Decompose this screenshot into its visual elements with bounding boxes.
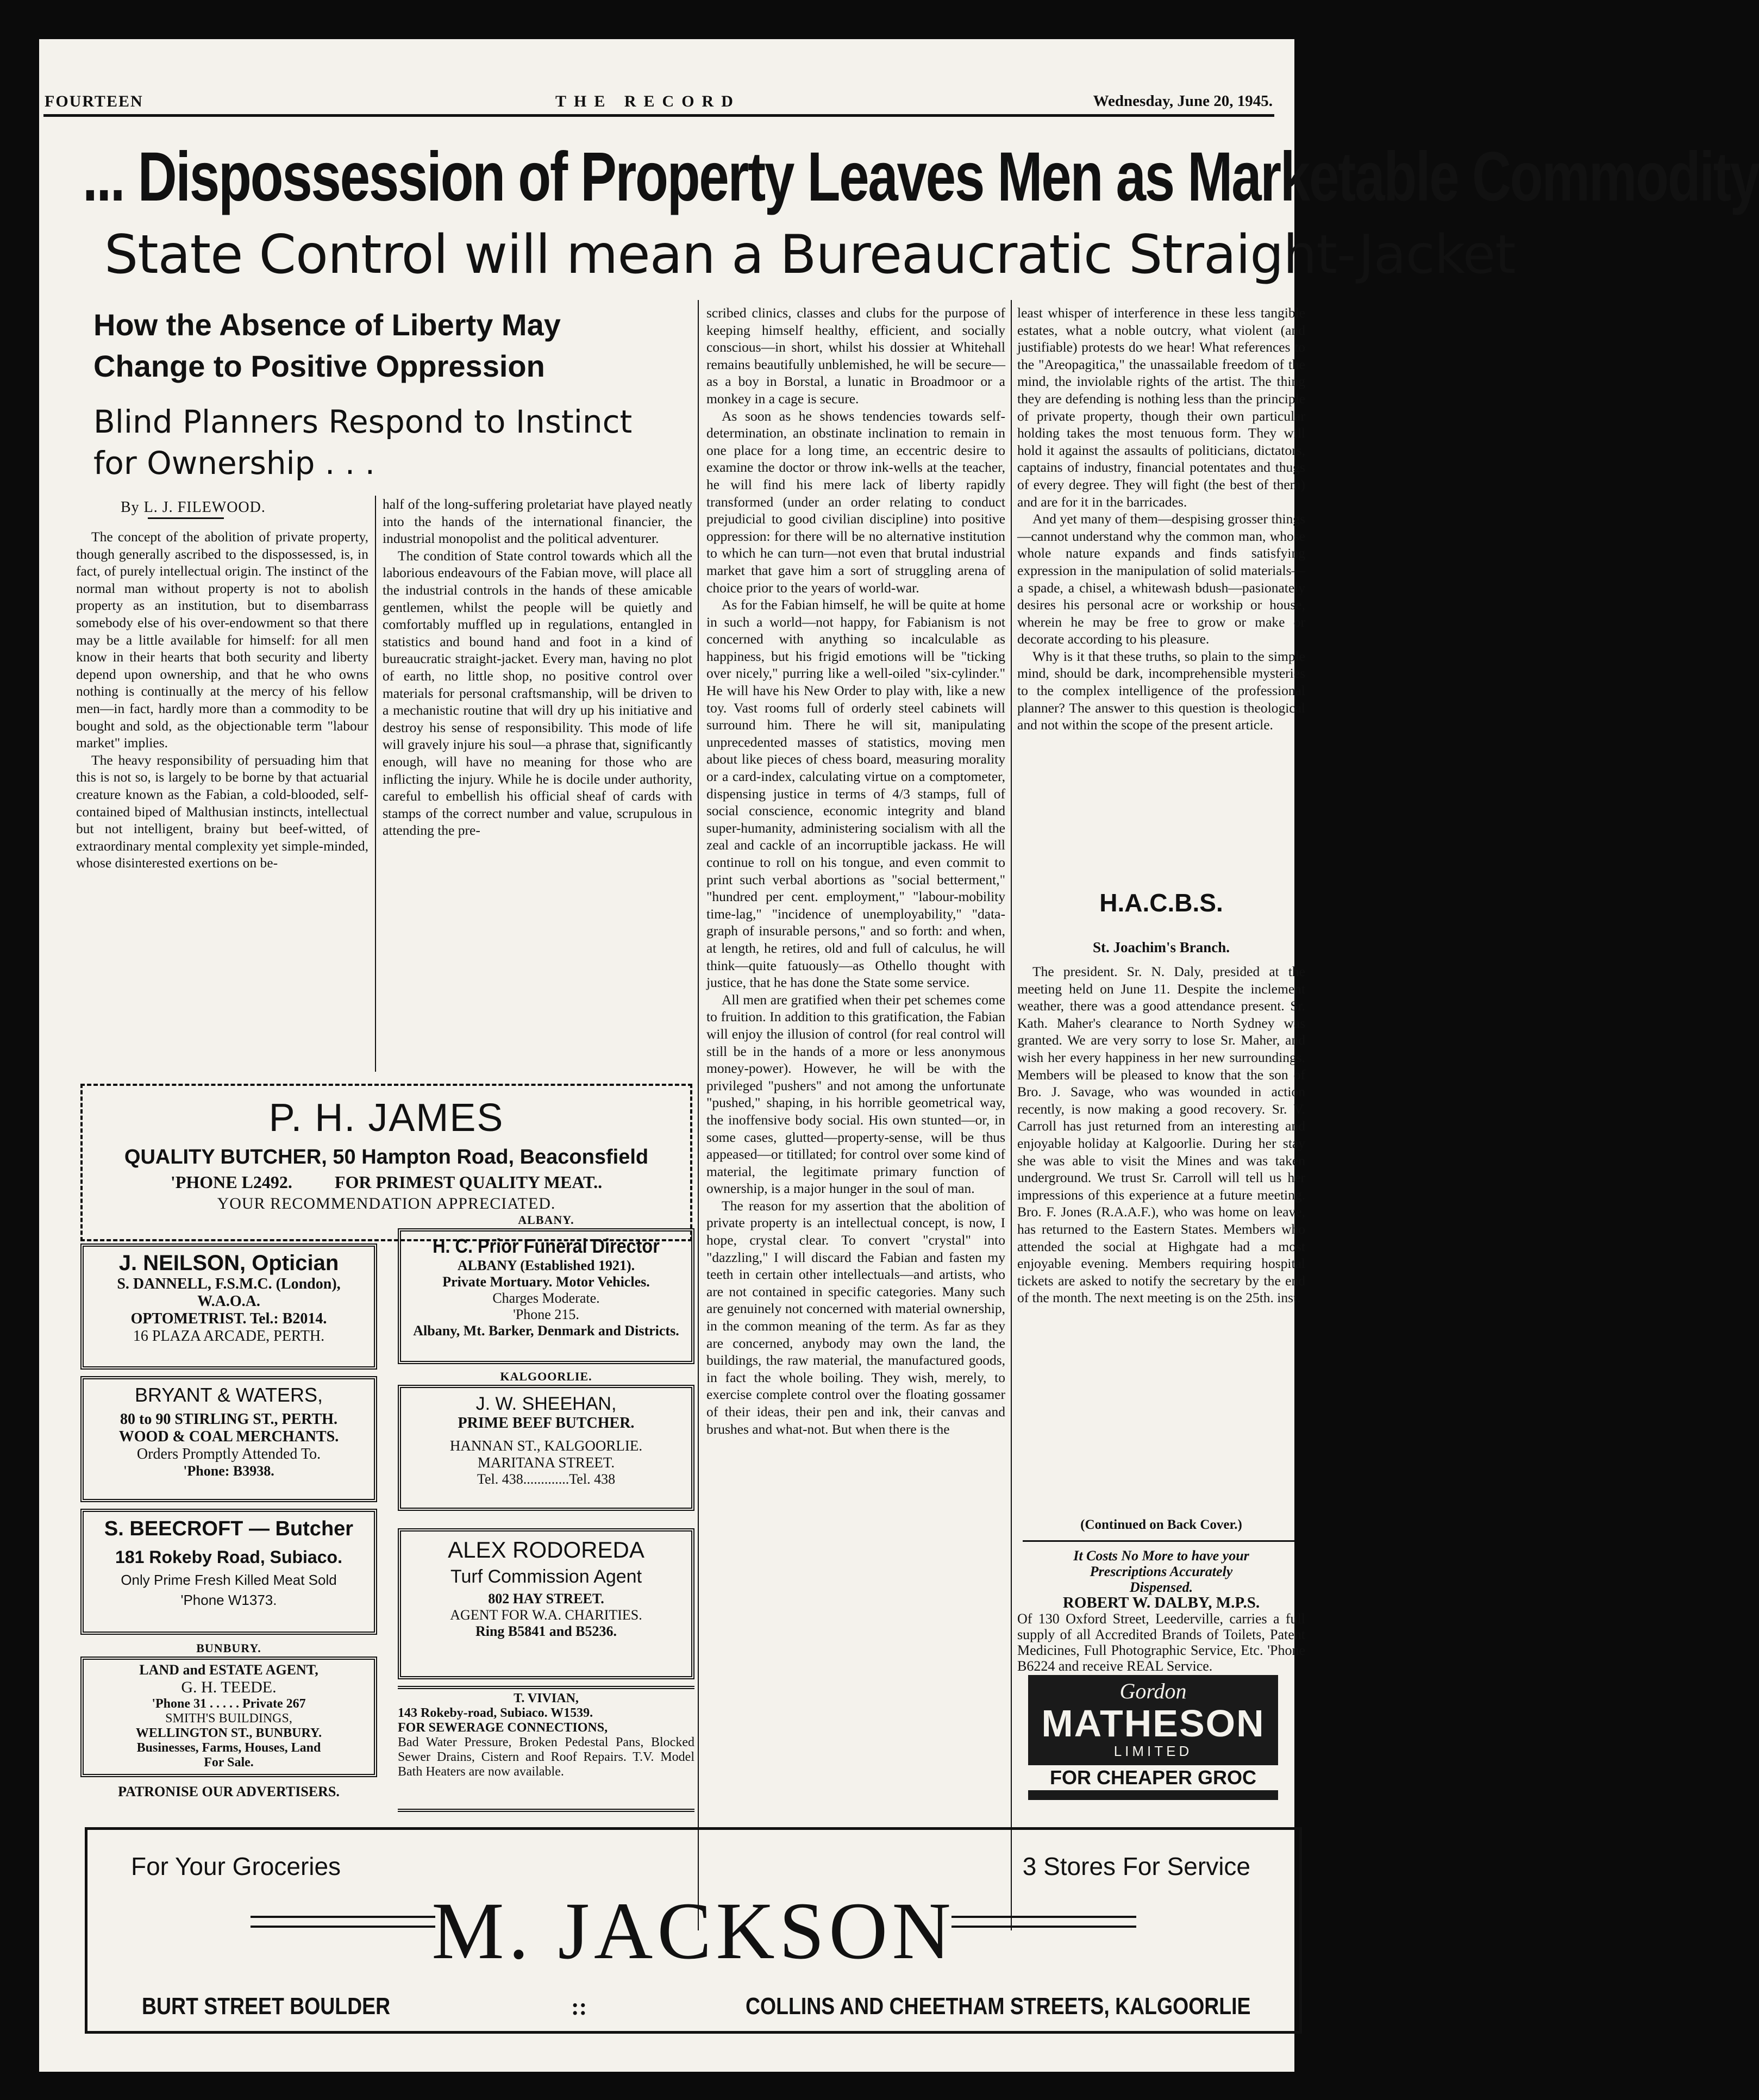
ad-line: For Sale. [204,1755,254,1770]
bryant-waters-ad [80,1376,377,1502]
ad-line: MARITANA STREET. [477,1454,615,1471]
ad-line: Orders Promptly Attended To. [136,1446,321,1462]
ad-line: 'Phone 215. [513,1307,579,1322]
byline: By L. J. FILEWOOD. [121,499,266,516]
main-headline: ... Dispossession of Property Leaves Men as Marketable Commodity [83,138,1759,216]
article-column-3 [706,304,1005,1913]
ad-line: AGENT FOR W.A. CHARITIES. [450,1607,642,1623]
ad-line: 181 Rokeby Road, Subiaco. [115,1547,342,1567]
deck-headline-2: Blind Planners Respond to Instinct for Ownership . . . [93,403,633,482]
secondary-headline: State Control will mean a Bureaucratic Straight-Jacket [104,224,1516,286]
ad-line: PRIME BEEF BUTCHER. [458,1415,635,1432]
paragraph: The heavy responsibility of persuading him that this is not so, is largely to be borne by that actuarial creature known as the Fabian, a cold-blooded, self-contained biped of Malthusian instincts, intellectual but not intelligent, brainy but beef-witted, of extraordinary mental complexity yet simple-minded, whose disinterested exertions on be- [76,752,368,871]
vivian-plumber-ad [398,1686,694,1812]
ad-address-1: BURT STREET BOULDER [142,1993,391,2020]
ad-line: Only Prime Fresh Killed Meat Sold [121,1572,337,1588]
ad-line: 'Phone 31 . . . . . Private 267 [152,1697,306,1711]
ad-line: Charges Moderate. [492,1290,600,1306]
ad-line: FOR SEWERAGE CONNECTIONS, [398,1721,608,1735]
sheehan-butcher-ad [398,1385,694,1511]
ad-line: Bad Water Pressure, Broken Pedestal Pans, Blocked Sewer Drains, Cistern and Roof Repairs. T.V. Model Bath Heaters are now available. [398,1735,694,1779]
ad-line: YOUR RECOMMENDATION APPRECIATED. [217,1195,556,1212]
ad-line: ALBANY (Established 1921). [457,1258,635,1273]
ad-line: 802 HAY STREET. [488,1591,604,1607]
section-label-bunbury: BUNBURY. [196,1641,261,1655]
paragraph: The condition of State control towards which all the laborious endeavours of the Fabian move, will place all the industrial controls in the hands of these amicable gentlemen, whilst the people will be quietly and comfortably muffled up in regulations, entangled in statistics and bound hand and foot in a kind of bureaucratic straight-jacket. Every man, having no plot of earth, no little shop, no positive control over materials for personal craftsmanship, will be driven to a mechanistic routine that will dry up his initiative and destroy his sense of responsibility. This mode of life will gravely injure his soul—a phrase that, significantly enough, will have no meaning for those who are inflicting the injury. While he is docile under authority, careful to embellish his official sheaf of cards with stamps of the correct number and value, scrupulous in attending the pre- [383,547,692,839]
ad-line: 143 Rokeby-road, Subiaco. W1539. [398,1706,593,1720]
paper-name: THE RECORD [555,92,741,110]
ad-line: Private Mortuary. Motor Vehicles. [442,1274,650,1290]
ad-line: Of 130 Oxford Street, Leederville, carries a full supply of all Accredited Brands of Toilets, Patent Medicines, Full Photographic Service, Etc. 'Phone B6224 and receive REAL Service. [1017,1611,1305,1674]
ad-tagline-right: 3 Stores For Service [1022,1852,1250,1880]
article-column-1 [76,528,368,1074]
ad-separator: :: [571,1993,587,2020]
ad-name: BRYANT & WATERS, [134,1384,323,1406]
branch-heading: St. Joachim's Branch. [1092,939,1230,955]
dalby-chemist-ad [1017,1548,1305,1674]
beecroft-butcher-ad [80,1509,377,1635]
continued-note: (Continued on Back Cover.) [1080,1517,1242,1532]
logo-limited: LIMITED [1113,1743,1193,1759]
rodoreda-agent-ad [398,1528,694,1679]
ad-name: ROBERT W. DALBY, M.P.S. [1062,1594,1260,1611]
paragraph: As soon as he shows tendencies towards self-determination, an obstinate inclination to remain in one place for a long time, an eccentric desire to examine the doctor or throw ink-wells at the teacher, he will find his mere lack of liberty rapidly transformed (under an order relating to conduct prejudicial to good civilian discipline) into positive oppression: for there will be no alternative institution to which he can turn—not even that brutal industrial market that gave him a sort of struggling arena of choice prior to the years of world-war. [706,408,1005,596]
article-column-4 [1017,304,1305,875]
paragraph: The reason for my assertion that the abolition of private property is an intellectual concept, is now, I hope, crystal clear. To convert "crystal" into "dazzling," I will discard the Fabian and fasten my teeth in certain other intellectuals—and artists, who are not contained in specific categories. Many such are genuinely not concerned with material ownership, in the common meaning of the term. As far as they are concerned, anybody may own the land, the buildings, the raw material, the manufactured goods, in fact the whole boiling. They wish, merely, to exercise complete control over the floating gossamer of their ideas, their pen and ink, their canvas and brushes and what-not. But when there is the [706,1197,1005,1437]
ad-name: J. W. SHEEHAN, [475,1393,617,1414]
page-number: FOURTEEN [45,92,143,110]
paragraph: scribed clinics, classes and clubs for the purpose of keeping himself healthy, efficient, and socially conscious—in short, whilst his dossier at Whitehall remains beautifully unblemished, he will be secure—as a boy in Borstal, a lunatic in Broadmoor or a monkey in a cage is secure. [706,305,1005,407]
neilson-optician-ad [80,1243,377,1370]
ad-line: 'Phone: B3938. [183,1463,274,1479]
ad-tagline-left: For Your Groceries [131,1852,341,1880]
ad-line: It Costs No More to have your [1073,1548,1249,1564]
ad-line: HANNAN ST., KALGOORLIE. [449,1438,643,1454]
logo-script: Gordon [1119,1679,1187,1703]
teede-estate-agent-ad [80,1657,377,1777]
paragraph: half of the long-suffering proletariat have played neatly into the hands of the international financier, the industrial monopolist and the political adventurer. [383,496,692,547]
column-rule [698,300,699,1930]
article-column-2 [383,496,692,1074]
matheson-logo [1028,1675,1278,1800]
prior-funeral-ad [398,1228,694,1364]
paragraph: The concept of the abolition of private property, though generally ascribed to the dispossessed, is, in fact, of purely intellectual origin. The instinct of the normal man without property is not to abolish property as an institution, but to disembarrass somebody else of his over-endowment so that there may be a little available for himself: for all men know in their hearts that both security and liberty depend upon ownership, and that he who owns nothing is continually at the mercy of his fellow men—in fact, hardly more than a commodity to be bought and sold, as the objectionable term "labour market" implies. [76,529,368,751]
ad-line: WELLINGTON ST., BUNBURY. [135,1726,322,1740]
ad-name: G. H. TEEDE. [181,1678,277,1696]
section-label-kalgoorlie: KALGOORLIE. [500,1370,592,1383]
ad-name: J. NEILSON, Optician [118,1251,339,1275]
ad-line: Ring B5841 and B5236. [475,1623,617,1639]
issue-date: Wednesday, June 20, 1945. [1093,92,1273,110]
ad-line: Prescriptions Accurately [1090,1564,1233,1579]
patronise-notice: PATRONISE OUR ADVERTISERS. [118,1784,340,1799]
ad-line: OPTOMETRIST. Tel.: B2014. [130,1310,327,1327]
ad-line: 'Phone W1373. [180,1592,277,1608]
ad-line: SMITH'S BUILDINGS, [165,1711,292,1726]
newspaper-page [39,39,1759,2072]
deck-headline-1: How the Absence of Liberty May Change to Positive Oppression [93,308,561,383]
ad-line: LAND and ESTATE AGENT, [139,1662,318,1678]
paragraph: And yet many of them—despising grosser things—cannot understand why the common man, whose whole nature expands and finds satisfying expression in the manipulation of solid materials—a spade, a chisel, a whitewash bdush—pasionately desires his personal acre or workship or house, wherein he may be free to grow or make or decorate according to his pleasure. [1017,511,1305,647]
ad-line: Turf Commission Agent [450,1566,642,1587]
hacbs-report [1017,963,1305,1490]
ad-line: WOOD & COAL MERCHANTS. [118,1428,339,1445]
ad-name: ALEX RODOREDA [448,1537,644,1562]
decor-rule [952,1916,1136,1928]
ad-line: W.A.O.A. [197,1293,260,1310]
ad-slogan: FOR PRIMEST QUALITY MEAT.. [334,1172,603,1192]
ad-line: Dispensed. [1129,1579,1193,1595]
paragraph: Why is it that these truths, so plain to the simple mind, should be dark, incomprehensible mysteries to the complex intelligence of the professional planner? The answer to this question is theological and not within the scope of the present article. [1017,648,1305,733]
ad-name: P. H. JAMES [268,1096,504,1140]
ad-name: T. VIVIAN, [514,1691,579,1705]
logo-name: MATHESON [1041,1702,1265,1745]
section-rule [1023,1540,1294,1542]
ad-line: QUALITY BUTCHER, 50 Hampton Road, Beaconsfield [124,1146,649,1168]
hacbs-heading: H.A.C.B.S. [1099,889,1223,917]
paragraph: As for the Fabian himself, he will be quite at home in such a world—not happy, for Fabianism is not concerned with anything so incalculable as happiness, but his frigid emotions will be "ticking over nicely," purring like a well-oiled "six-cylinder." He will have his New Order to play with, like a new toy. Vast rooms full of orderly steel cabinets will surround him. There he will sit, manipulating unprecedented masses of statistics, moving men about like pieces of chess board, measuring morality or a card-index, calculating virtue on a comptometer, dispensing justice in terms of 4/3 stamps, full of social conscience, economic integrity and bland super-humanity, administering socialism with all the zeal and cackle of an incorruptible jackass. He will continue to roll on his tongue, and even commit to print such verbal abortions as "social betterment," "hundred per cent. employment," "labour-mobility time-lag," "incidence of unemployability," "data-graph of insurable persons," and so forth: and when, at length, he retires, old and full of calculus, he will think—quite fatuously—as Othello thought with justice, that he has done the State some service. [706,597,1005,991]
ad-phone: 'PHONE L2492. [170,1172,292,1192]
ad-line: 80 to 90 STIRLING ST., PERTH. [120,1411,337,1428]
section-label-albany: ALBANY. [518,1213,574,1227]
ad-line: Tel. 438.............Tel. 438 [477,1471,616,1487]
paragraph: All men are gratified when their pet schemes come to fruition. In addition to this gratification, the Fabian will enjoy the illusion of control (for real control will still be in the hands of a more or less anonymous money-power). However, he will be with the privileged "pushers" and not among the unfortunate "pushed," shaping, in his horrible geometrical way, the inoffensive body social. His own stunted—or, in some cases, glutted—property-sense, will be thus appeased—or titillated; for control over some kind of material, the legitimate primary function of ownership, is a major hunger in the soul of man. [706,991,1005,1197]
ad-name: S. BEECROFT — Butcher [104,1517,354,1540]
jackson-grocer-ad [85,1827,1302,2034]
ad-line: 16 PLAZA ARCADE, PERTH. [133,1328,325,1345]
paragraph: least whisper of interference in these less tangible estates, what a noble outcry, what violent (and justifiable) protests do we hear! What references to the "Areopagitica," the unassailable freedom of the mind, the inviolable rights of the artist. The thing they are defending is nothing less than the principle of private property, though their own particular holding takes the most tenuous form. They will hold it against the assaults of politicians, dictators, captains of industry, financial potentates and thugs of every degree. They will fight (the best of them) and are for it in the barricades. [1017,305,1305,510]
logo-tagline: FOR CHEAPER GROC [1028,1765,1278,1790]
masthead-rule [43,114,1274,117]
ad-name: H. C. Prior Funeral Director [433,1235,660,1257]
ad-name: M. JACKSON [431,1886,955,1976]
ad-line: Businesses, Farms, Houses, Land [136,1741,321,1755]
column-rule [375,496,376,1072]
paragraph: The president. Sr. N. Daly, presided at the meeting held on June 11. Despite the inclement weather, there was a good attendance present. Sr. Kath. Maher's clearance to North Sydney was granted. We are very sorry to lose Sr. Maher, and wish her every happiness in her new surroundings. Members will be pleased to know that the son of Bro. J. Savage, who was wounded in action recently, is now making a good recovery. Sr. V. Carroll has just returned from an interesting and enjoyable holiday at Kalgoorlie. During her stay she was able to visit the Mines and was taken underground. We trust Sr. Carroll will tell us her impressions of this experience at a future meeting. Bro. F. Jones (R.A.A.F.), who was home on leave, has returned to the Eastern States. Members who attended the social at Highgate had a most enjoyable evening. Members requiring hospital tickets are asked to notify the secretary by the end of the month. The next meeting is on the 25th. inst. [1017,964,1305,1306]
ad-line: S. DANNELL, F.S.M.C. (London), [117,1276,341,1292]
byline-rule [148,517,224,519]
ad-address-2: COLLINS AND CHEETHAM STREETS, KALGOORLIE [745,1993,1250,2020]
column-rule [1011,300,1012,1930]
ad-line: Albany, Mt. Barker, Denmark and Districts. [413,1323,679,1339]
